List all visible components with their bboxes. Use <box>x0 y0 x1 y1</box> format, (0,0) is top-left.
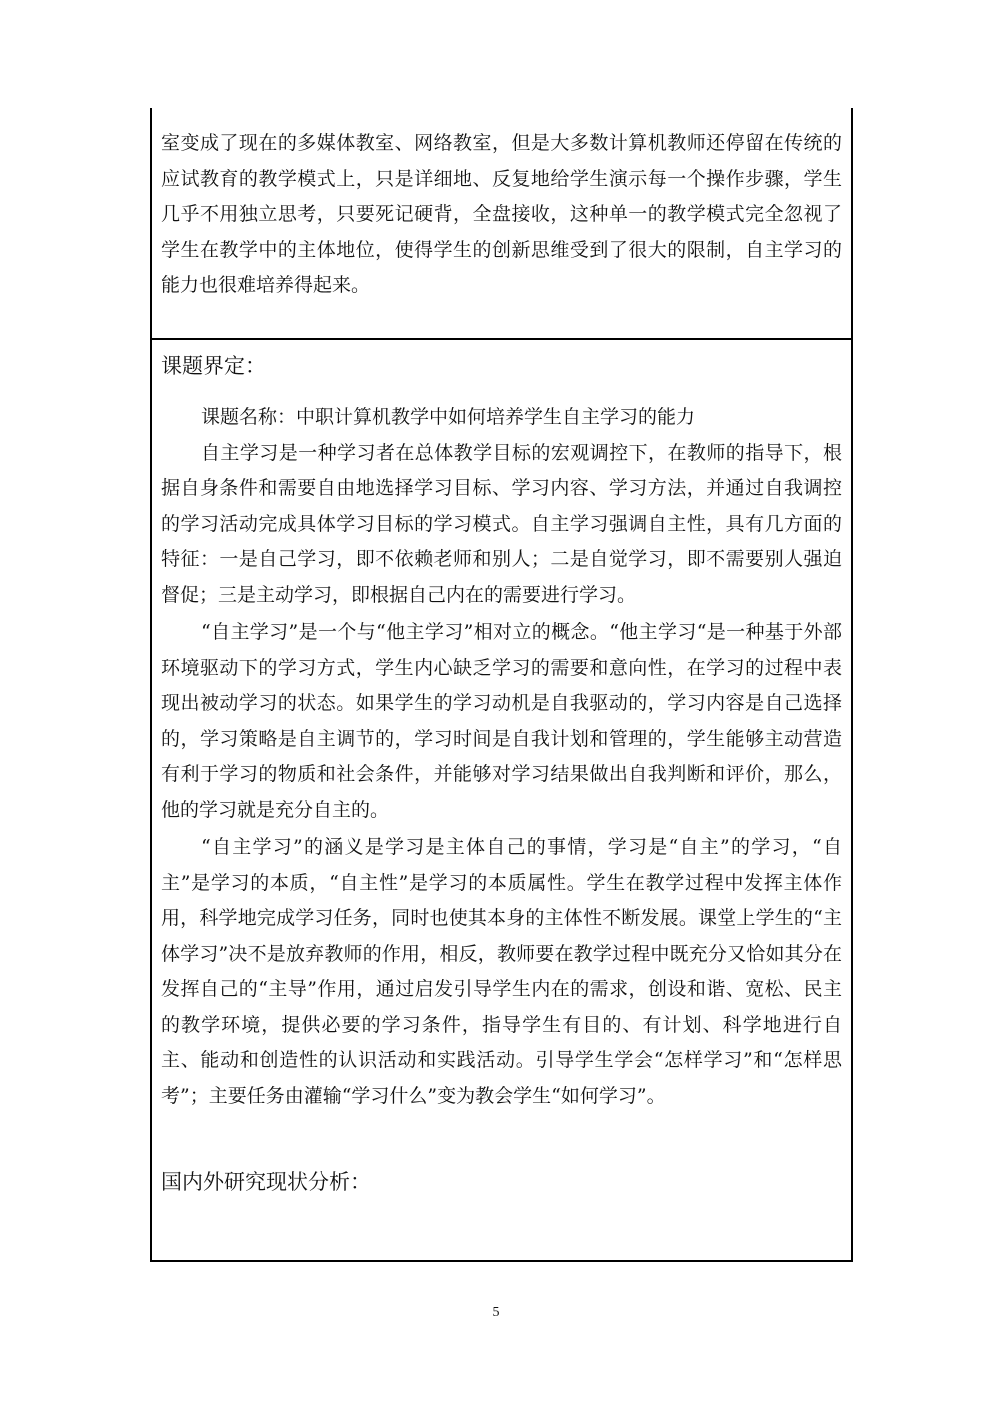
research-status-heading: 国内外研究现状分析： <box>161 1170 371 1194</box>
topic-definition-text-block <box>161 346 842 1202</box>
definition-paragraph-1: 自主学习是一种学习者在总体教学目标的宏观调控下，在教师的指导下，根据自身条件和需要自由地选择学习目标、学习内容、学习方法，并通过自我调控的学习活动完成具体学习目标的学习模式。自主学习强调自主性，具有几方面的特征：一是自己学习，即不依赖老师和别人；二是自觉学习，即不需要别人强迫督促；三是主动学习，即根据自己内在的需要进行学习。 <box>161 441 842 606</box>
definition-paragraph-3: “自主学习”的涵义是学习是主体自己的事情，学习是“自主”的学习，“自主”是学习的本质，“自主性”是学习的本质属性。学生在教学过程中发挥主体作用，科学地完成学习任务，同时也使其本身的主体性不断发展。课堂上学生的“主体学习”决不是放弃教师的作用，相反，教师要在教学过程中既充分又恰如其分在发挥自己的“主导”作用，通过启发引导学生内在的需求，创设和谐、宽松、民主的教学环境，提供必要的学习条件，指导学生有目的、有计划、科学地进行自主、能动和创造性的认识活动和实践活动。引导学生学会“怎样学习”和“怎样思考”；主要任务由灌输“学习什么”变为教会学生“如何学习”。 <box>161 836 842 1107</box>
definition-paragraph-2: “自主学习”是一个与“他主学习”相对立的概念。“他主学习“是一种基于外部环境驱动下的学习方式，学生内心缺乏学习的需要和意向性，在学习的过程中表现出被动学习的状态。如果学生的学习动机是自我驱动的，学习内容是自己选择的，学习策略是自主调节的，学习时间是自我计划和管理的，学生能够主动营造有利于学习的物质和社会条件，并能够对学习结果做出自我判断和评价，那么，他的学习就是充分自主的。 <box>161 621 842 821</box>
topic-name-line: 课题名称：中职计算机教学中如何培养学生自主学习的能力 <box>201 406 696 428</box>
background-paragraph: 室变成了现在的多媒体教室、网络教室，但是大多数计算机教师还停留在传统的应试教育的教学模式上，只是详细地、反复地给学生演示每一个操作步骤，学生几乎不用独立思考，只要死记硬背，全盘接收，这种单一的教学模式完全忽视了学生在教学中的主体地位，使得学生的创新思维受到了很大的限制，自主学习的能力也很难培养得起来。 <box>161 132 842 296</box>
background-text-block <box>161 126 842 304</box>
topic-definition-heading: 课题界定： <box>161 354 266 378</box>
page-number: 5 <box>492 1305 500 1320</box>
table-cell-background <box>150 108 853 340</box>
table-cell-topic-definition <box>150 340 853 1262</box>
